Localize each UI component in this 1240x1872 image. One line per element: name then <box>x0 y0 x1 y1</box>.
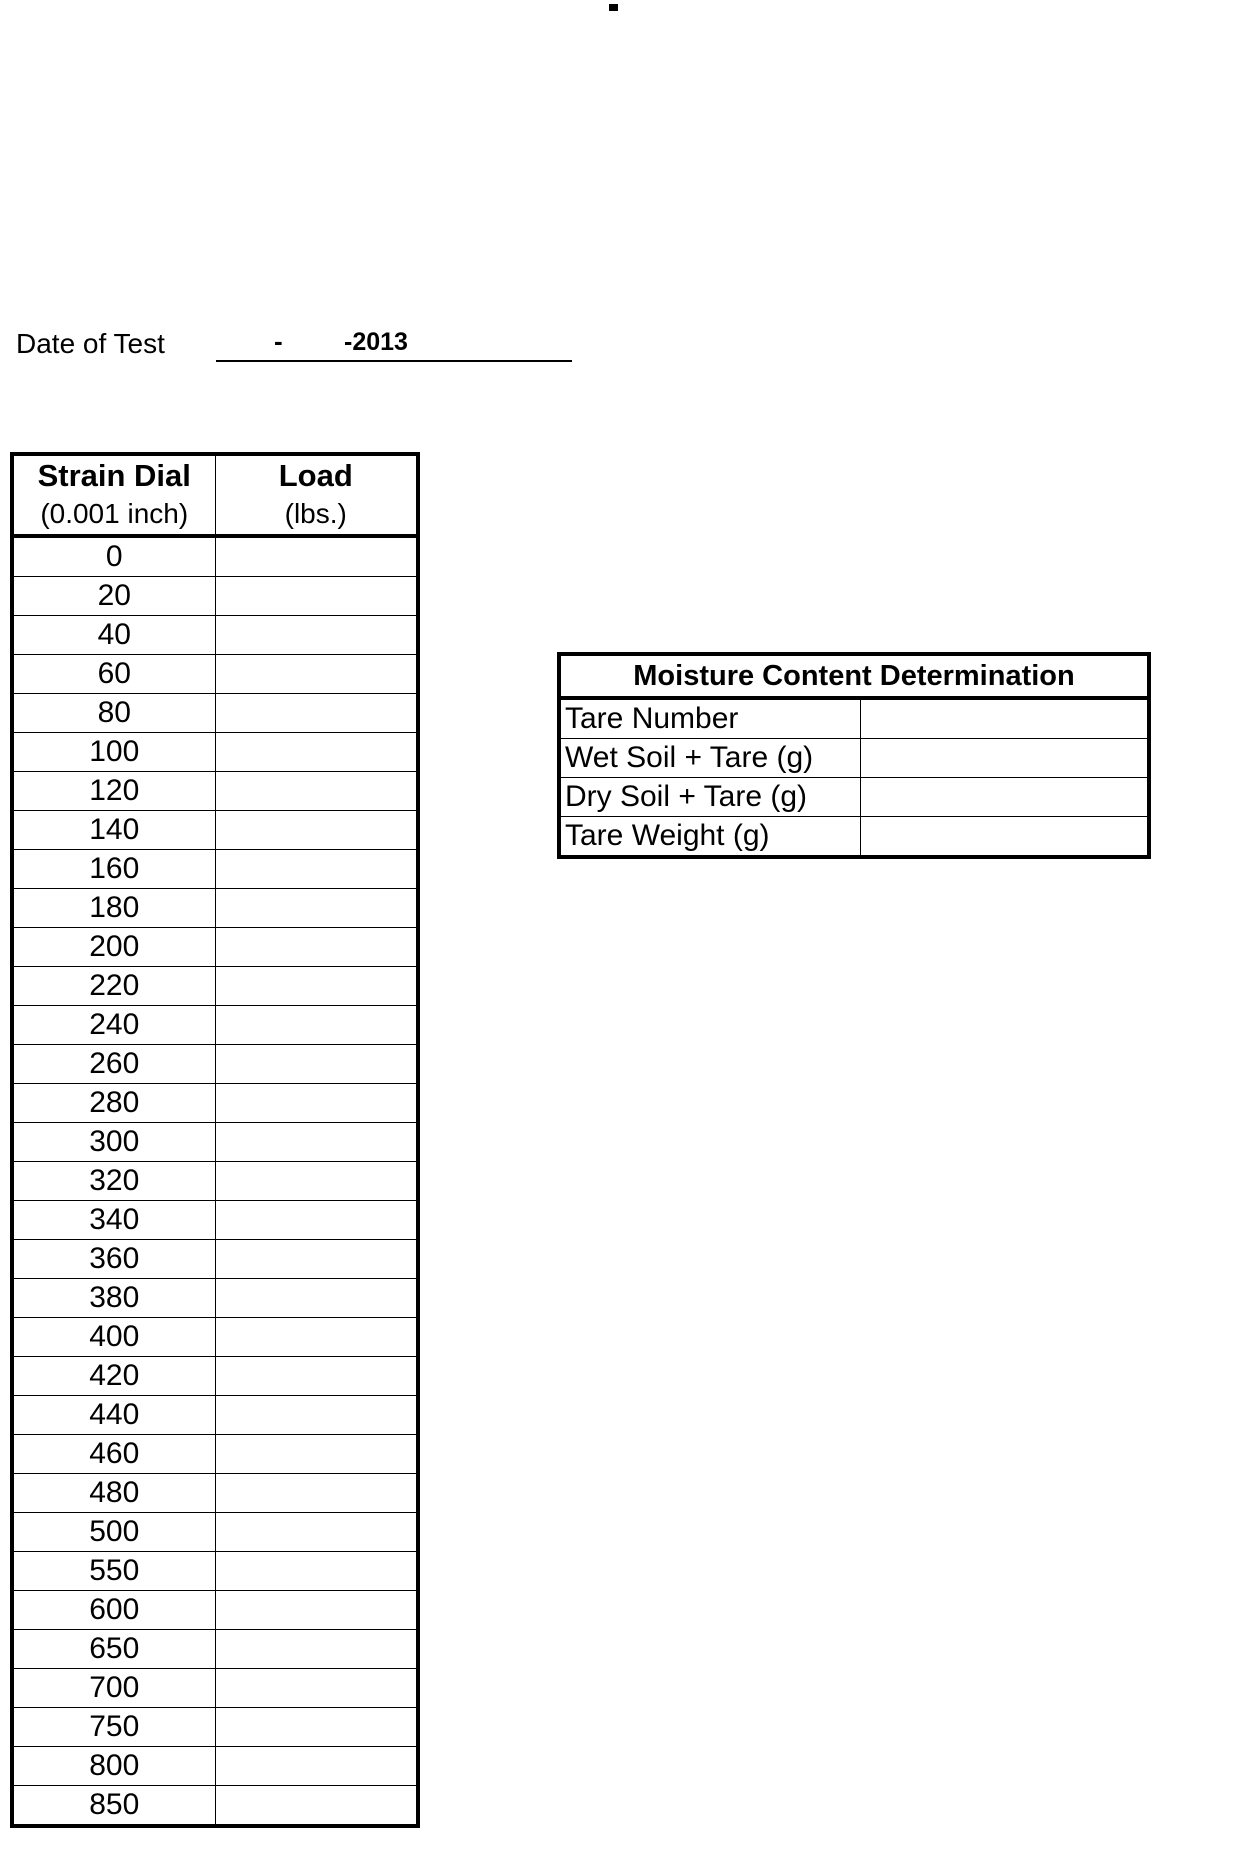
strain-dial-cell: 200 <box>12 928 215 967</box>
table-row <box>12 772 418 811</box>
load-cell[interactable] <box>215 889 418 928</box>
load-unit: (lbs.) <box>284 498 347 529</box>
load-cell[interactable] <box>215 1201 418 1240</box>
strain-dial-cell: 80 <box>12 694 215 733</box>
table-row <box>12 1708 418 1747</box>
strain-dial-cell: 600 <box>12 1591 215 1630</box>
load-cell[interactable] <box>215 850 418 889</box>
strain-dial-cell: 360 <box>12 1240 215 1279</box>
strain-dial-cell: 440 <box>12 1396 215 1435</box>
strain-dial-cell: 480 <box>12 1474 215 1513</box>
moisture-table-body <box>559 698 1149 857</box>
load-cell[interactable] <box>215 1318 418 1357</box>
strain-dial-cell: 300 <box>12 1123 215 1162</box>
moisture-value-cell[interactable] <box>860 739 1149 778</box>
strain-dial-cell: 550 <box>12 1552 215 1591</box>
strain-dial-cell: 650 <box>12 1630 215 1669</box>
moisture-label-cell: Dry Soil + Tare (g) <box>559 778 860 817</box>
strain-dial-cell: 0 <box>12 536 215 577</box>
strain-dial-cell: 500 <box>12 1513 215 1552</box>
table-row <box>12 1591 418 1630</box>
load-cell[interactable] <box>215 1006 418 1045</box>
strain-dial-cell: 340 <box>12 1201 215 1240</box>
load-cell[interactable] <box>215 967 418 1006</box>
load-cell[interactable] <box>215 811 418 850</box>
load-cell[interactable] <box>215 1279 418 1318</box>
strain-dial-cell: 220 <box>12 967 215 1006</box>
table-row <box>559 698 1149 739</box>
strain-dial-cell: 160 <box>12 850 215 889</box>
load-cell[interactable] <box>215 1123 418 1162</box>
table-row <box>12 928 418 967</box>
strain-dial-cell: 240 <box>12 1006 215 1045</box>
table-row <box>559 739 1149 778</box>
table-row <box>12 1240 418 1279</box>
moisture-label-cell: Wet Soil + Tare (g) <box>559 739 860 778</box>
table-row <box>12 1513 418 1552</box>
load-cell[interactable] <box>215 1591 418 1630</box>
table-row <box>12 1552 418 1591</box>
load-cell[interactable] <box>215 655 418 694</box>
moisture-table-title: Moisture Content Determination <box>559 654 1149 698</box>
moisture-value-cell[interactable] <box>860 778 1149 817</box>
strain-load-table <box>10 452 420 1828</box>
date-year: -2013 <box>344 328 408 356</box>
strain-dial-cell: 380 <box>12 1279 215 1318</box>
load-cell[interactable] <box>215 772 418 811</box>
moisture-value-cell[interactable] <box>860 817 1149 858</box>
strain-table-body <box>12 536 418 1826</box>
strain-dial-cell: 400 <box>12 1318 215 1357</box>
strain-dial-cell: 100 <box>12 733 215 772</box>
strain-table-header <box>12 454 418 536</box>
table-row <box>12 1201 418 1240</box>
load-cell[interactable] <box>215 1474 418 1513</box>
table-row <box>12 1474 418 1513</box>
load-cell[interactable] <box>215 1435 418 1474</box>
strain-dial-title: Strain Dial <box>37 458 191 493</box>
date-dash: - <box>274 326 283 356</box>
strain-dial-cell: 40 <box>12 616 215 655</box>
strain-dial-cell: 700 <box>12 1669 215 1708</box>
strain-dial-cell: 260 <box>12 1045 215 1084</box>
table-row <box>12 1318 418 1357</box>
strain-dial-cell: 280 <box>12 1084 215 1123</box>
table-row <box>12 694 418 733</box>
load-cell[interactable] <box>215 694 418 733</box>
table-row <box>559 817 1149 858</box>
load-header <box>215 454 418 536</box>
table-row <box>12 1630 418 1669</box>
table-row <box>12 1006 418 1045</box>
load-cell[interactable] <box>215 1747 418 1786</box>
strain-dial-cell: 420 <box>12 1357 215 1396</box>
moisture-label-cell: Tare Number <box>559 698 860 739</box>
table-row <box>12 1747 418 1786</box>
load-cell[interactable] <box>215 1786 418 1827</box>
load-cell[interactable] <box>215 1357 418 1396</box>
load-cell[interactable] <box>215 1240 418 1279</box>
strain-dial-cell: 180 <box>12 889 215 928</box>
strain-dial-cell: 20 <box>12 577 215 616</box>
table-row <box>12 850 418 889</box>
moisture-content-table <box>557 652 1151 859</box>
table-row <box>12 1786 418 1827</box>
load-cell[interactable] <box>215 1552 418 1591</box>
table-row <box>12 1435 418 1474</box>
load-cell[interactable] <box>215 1084 418 1123</box>
strain-dial-cell: 750 <box>12 1708 215 1747</box>
strain-dial-cell: 120 <box>12 772 215 811</box>
strain-dial-cell: 800 <box>12 1747 215 1786</box>
table-row <box>12 616 418 655</box>
strain-dial-cell: 140 <box>12 811 215 850</box>
table-row <box>559 778 1149 817</box>
load-cell[interactable] <box>215 1396 418 1435</box>
load-cell[interactable] <box>215 1669 418 1708</box>
load-cell[interactable] <box>215 536 418 577</box>
scan-mark <box>609 4 618 11</box>
load-cell[interactable] <box>215 577 418 616</box>
date-field[interactable] <box>216 326 572 362</box>
load-cell[interactable] <box>215 616 418 655</box>
load-cell[interactable] <box>215 1045 418 1084</box>
table-row <box>12 655 418 694</box>
moisture-label-cell: Tare Weight (g) <box>559 817 860 858</box>
table-row <box>12 1396 418 1435</box>
table-row <box>12 1162 418 1201</box>
table-row <box>12 1123 418 1162</box>
strain-dial-cell: 320 <box>12 1162 215 1201</box>
load-cell[interactable] <box>215 928 418 967</box>
strain-dial-cell: 850 <box>12 1786 215 1827</box>
strain-dial-header <box>12 454 215 536</box>
table-row <box>12 1084 418 1123</box>
table-row <box>12 577 418 616</box>
table-row <box>12 1669 418 1708</box>
date-label: Date of Test <box>16 328 165 359</box>
table-row <box>12 811 418 850</box>
load-cell[interactable] <box>215 1708 418 1747</box>
load-title: Load <box>278 458 353 493</box>
table-row <box>12 1279 418 1318</box>
strain-dial-cell: 460 <box>12 1435 215 1474</box>
load-cell[interactable] <box>215 1513 418 1552</box>
table-row <box>12 1357 418 1396</box>
table-row <box>12 889 418 928</box>
load-cell[interactable] <box>215 733 418 772</box>
moisture-value-cell[interactable] <box>860 698 1149 739</box>
table-row <box>12 967 418 1006</box>
table-row <box>12 536 418 577</box>
strain-dial-unit: (0.001 inch) <box>40 498 189 529</box>
strain-dial-cell: 60 <box>12 655 215 694</box>
table-row <box>12 733 418 772</box>
table-row <box>12 1045 418 1084</box>
load-cell[interactable] <box>215 1630 418 1669</box>
load-cell[interactable] <box>215 1162 418 1201</box>
date-of-test-row <box>16 326 576 366</box>
